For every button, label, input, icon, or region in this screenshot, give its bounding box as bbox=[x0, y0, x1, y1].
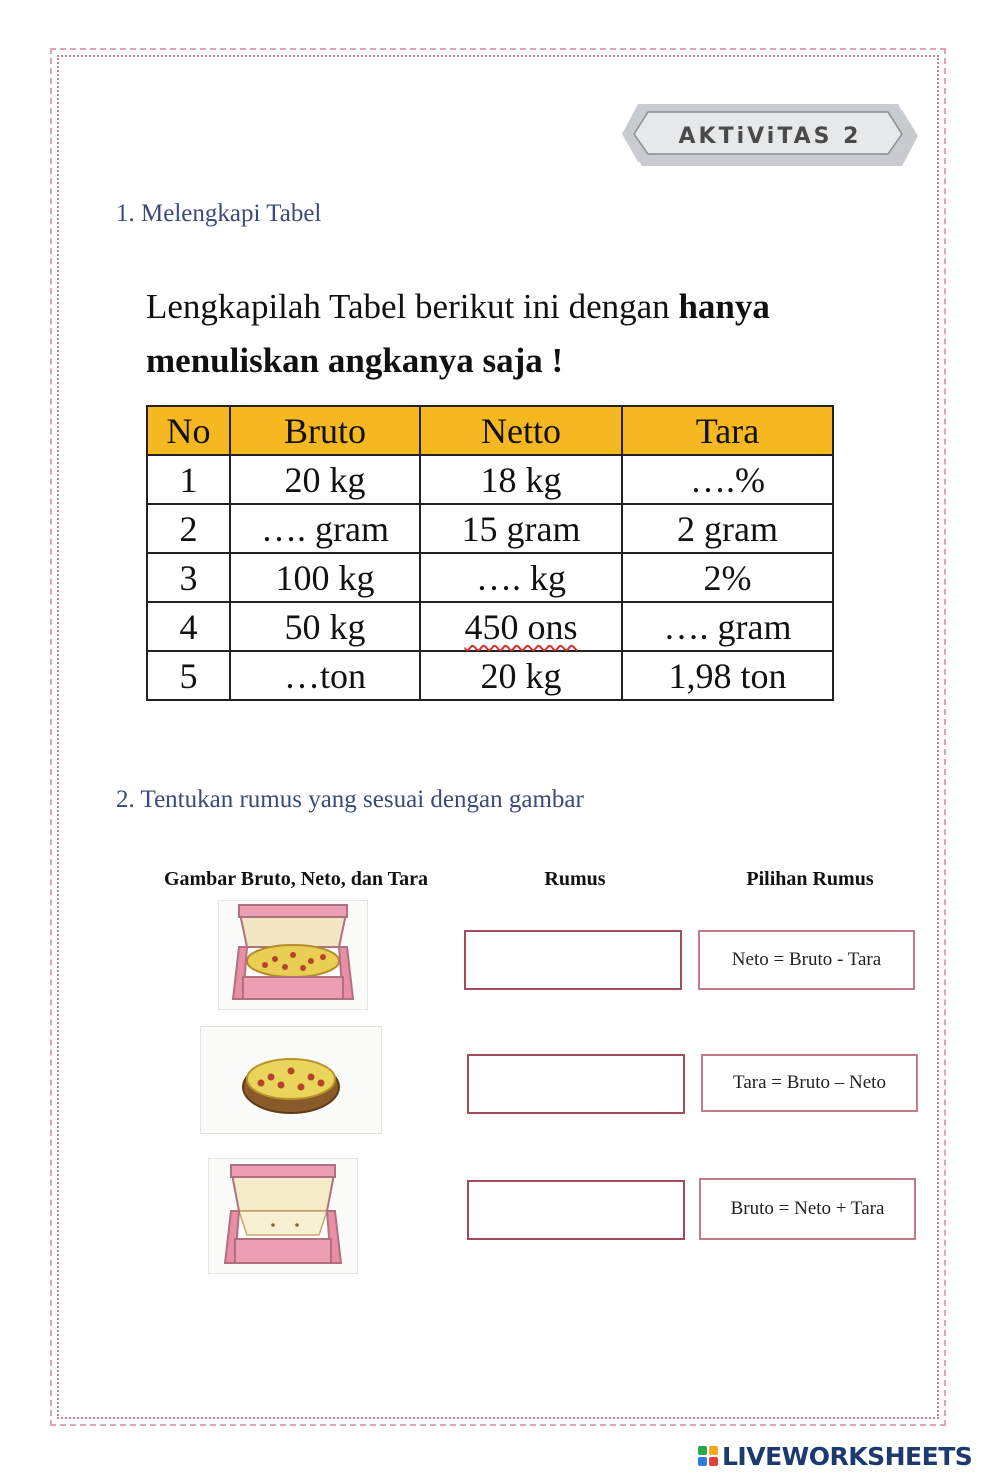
header-tara: Tara bbox=[622, 406, 833, 455]
section-1-heading: 1. Melengkapi Tabel bbox=[116, 200, 322, 227]
instruction-bold-1: hanya bbox=[678, 287, 770, 326]
section-2-heading: 2. Tentukan rumus yang sesuai dengan gambar bbox=[116, 786, 584, 813]
cell-netto bbox=[420, 602, 622, 651]
header-netto: Netto bbox=[420, 406, 622, 455]
table-instruction bbox=[146, 280, 926, 388]
cell-netto: 20 kg bbox=[420, 651, 622, 700]
pizza-icon bbox=[200, 1026, 382, 1134]
choice-tara-formula[interactable]: Tara = Bruto – Neto bbox=[701, 1054, 918, 1112]
header-no: No bbox=[147, 406, 230, 455]
column-header-pilihan: Pilihan Rumus bbox=[746, 868, 874, 890]
box-with-pizza-icon bbox=[218, 900, 368, 1010]
table-row bbox=[147, 602, 833, 651]
cell-bruto[interactable]: …. gram bbox=[230, 504, 420, 553]
table-row bbox=[147, 553, 833, 602]
cell-tara[interactable]: ….% bbox=[622, 455, 833, 504]
cell-bruto: 20 kg bbox=[230, 455, 420, 504]
activity-badge bbox=[622, 100, 918, 172]
empty-box-icon bbox=[208, 1158, 358, 1274]
table-row bbox=[147, 455, 833, 504]
badge-label: AKTiViTAS 2 bbox=[678, 123, 862, 149]
instruction-bold-2: menuliskan angkanya saja ! bbox=[146, 341, 564, 380]
cell-tara: 2 gram bbox=[622, 504, 833, 553]
table-header-row bbox=[147, 406, 833, 455]
cell-no: 1 bbox=[147, 455, 230, 504]
table-row bbox=[147, 504, 833, 553]
column-header-gambar: Gambar Bruto, Neto, dan Tara bbox=[163, 868, 429, 890]
cell-bruto: 50 kg bbox=[230, 602, 420, 651]
cell-bruto: 100 kg bbox=[230, 553, 420, 602]
rumus-answer-box-2[interactable] bbox=[467, 1054, 685, 1114]
instruction-text: Lengkapilah Tabel berikut ini dengan bbox=[146, 287, 679, 326]
header-bruto: Bruto bbox=[230, 406, 420, 455]
liveworksheets-watermark bbox=[698, 1440, 972, 1472]
cell-netto-value: 450 ons bbox=[464, 606, 578, 647]
cell-tara: 2% bbox=[622, 553, 833, 602]
cell-no: 4 bbox=[147, 602, 230, 651]
column-header-rumus: Rumus bbox=[544, 868, 606, 890]
cell-netto[interactable]: …. kg bbox=[420, 553, 622, 602]
cell-tara[interactable]: …. gram bbox=[622, 602, 833, 651]
cell-tara: 1,98 ton bbox=[622, 651, 833, 700]
choice-neto-formula[interactable]: Neto = Bruto - Tara bbox=[698, 930, 915, 990]
liveworksheets-logo-icon bbox=[698, 1446, 718, 1466]
table-row bbox=[147, 651, 833, 700]
cell-netto: 18 kg bbox=[420, 455, 622, 504]
cell-no: 5 bbox=[147, 651, 230, 700]
choice-bruto-formula[interactable]: Bruto = Neto + Tara bbox=[699, 1178, 916, 1240]
rumus-answer-box-3[interactable] bbox=[467, 1180, 685, 1240]
cell-no: 3 bbox=[147, 553, 230, 602]
cell-netto: 15 gram bbox=[420, 504, 622, 553]
cell-no: 2 bbox=[147, 504, 230, 553]
bruto-netto-tara-table bbox=[146, 405, 834, 701]
rumus-answer-box-1[interactable] bbox=[464, 930, 682, 990]
watermark-brand: LIVEWORKSHEETS bbox=[722, 1441, 973, 1471]
cell-bruto[interactable]: …ton bbox=[230, 651, 420, 700]
